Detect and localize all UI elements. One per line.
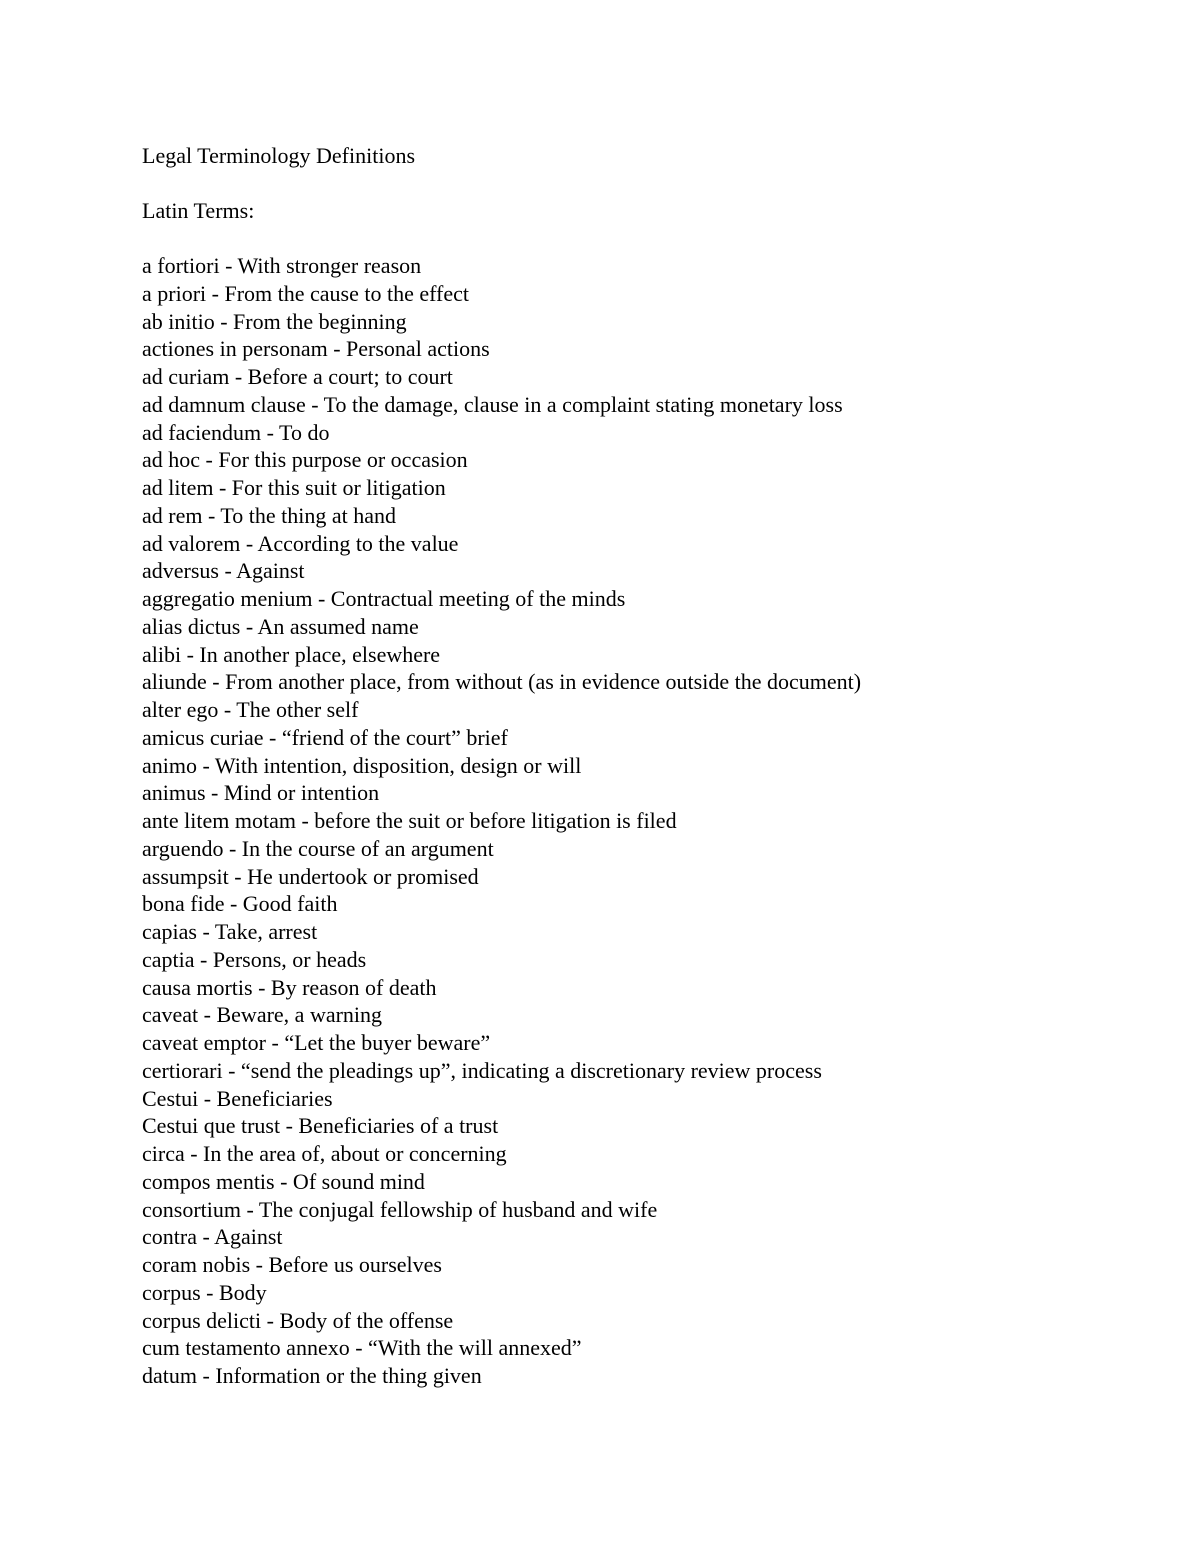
term-line: causa mortis - By reason of death (142, 974, 437, 1000)
term-line: alias dictus - An assumed name (142, 613, 419, 639)
term-line: animo - With intention, disposition, design or will (142, 752, 582, 778)
term-line: ad hoc - For this purpose or occasion (142, 447, 468, 473)
section-heading: Latin Terms: (142, 198, 255, 223)
term-line: Cestui - Beneficiaries (142, 1085, 333, 1111)
term-list (142, 252, 861, 1390)
term-line: consortium - The conjugal fellowship of husband and wife (142, 1196, 658, 1222)
term-line: ad faciendum - To do (142, 419, 330, 445)
term-line: certiorari - “send the pleadings up”, indicating a discretionary review process (142, 1057, 822, 1083)
term-line: cum testamento annexo - “With the will annexed” (142, 1335, 582, 1361)
term-line: corpus - Body (142, 1279, 267, 1305)
term-line: ante litem motam - before the suit or before litigation is filed (142, 808, 677, 833)
term-line: circa - In the area of, about or concerning (142, 1141, 507, 1166)
term-line: caveat emptor - “Let the buyer beware” (142, 1030, 491, 1055)
term-line: coram nobis - Before us ourselves (142, 1252, 442, 1277)
term-line: ab initio - From the beginning (142, 308, 407, 334)
term-line: caveat - Beware, a warning (142, 1002, 383, 1028)
term-line: ad valorem - According to the value (142, 530, 459, 556)
term-line: ad curiam - Before a court; to court (142, 364, 453, 389)
term-line: arguendo - In the course of an argument (142, 835, 494, 861)
term-line: captia - Persons, or heads (142, 946, 367, 972)
term-line: ad rem - To the thing at hand (142, 502, 397, 528)
term-line: corpus delicti - Body of the offense (142, 1307, 454, 1333)
term-line: alibi - In another place, elsewhere (142, 641, 441, 667)
document-title: Legal Terminology Definitions (142, 143, 416, 168)
term-line: alter ego - The other self (142, 697, 359, 722)
term-line: capias - Take, arrest (142, 919, 318, 944)
term-line: actiones in personam - Personal actions (142, 336, 490, 362)
term-line: a fortiori - With stronger reason (142, 253, 422, 278)
term-line: datum - Information or the thing given (142, 1363, 482, 1388)
term-line: ad litem - For this suit or litigation (142, 475, 446, 500)
term-line: ad damnum clause - To the damage, clause in a complaint stating monetary loss (142, 391, 843, 417)
term-line: Cestui que trust - Beneficiaries of a trust (142, 1113, 499, 1139)
term-line: compos mentis - Of sound mind (142, 1168, 425, 1194)
term-line: assumpsit - He undertook or promised (142, 863, 479, 889)
term-line: a priori - From the cause to the effect (142, 280, 470, 306)
term-line: adversus - Against (142, 558, 305, 584)
term-line: aliunde - From another place, from without (as in evidence outside the document) (142, 669, 862, 695)
term-line: amicus curiae - “friend of the court” brief (142, 724, 508, 750)
term-line: contra - Against (142, 1224, 283, 1250)
term-line: animus - Mind or intention (142, 780, 380, 806)
term-line: aggregatio menium - Contractual meeting of the minds (142, 586, 626, 611)
term-line: bona fide - Good faith (142, 891, 338, 917)
